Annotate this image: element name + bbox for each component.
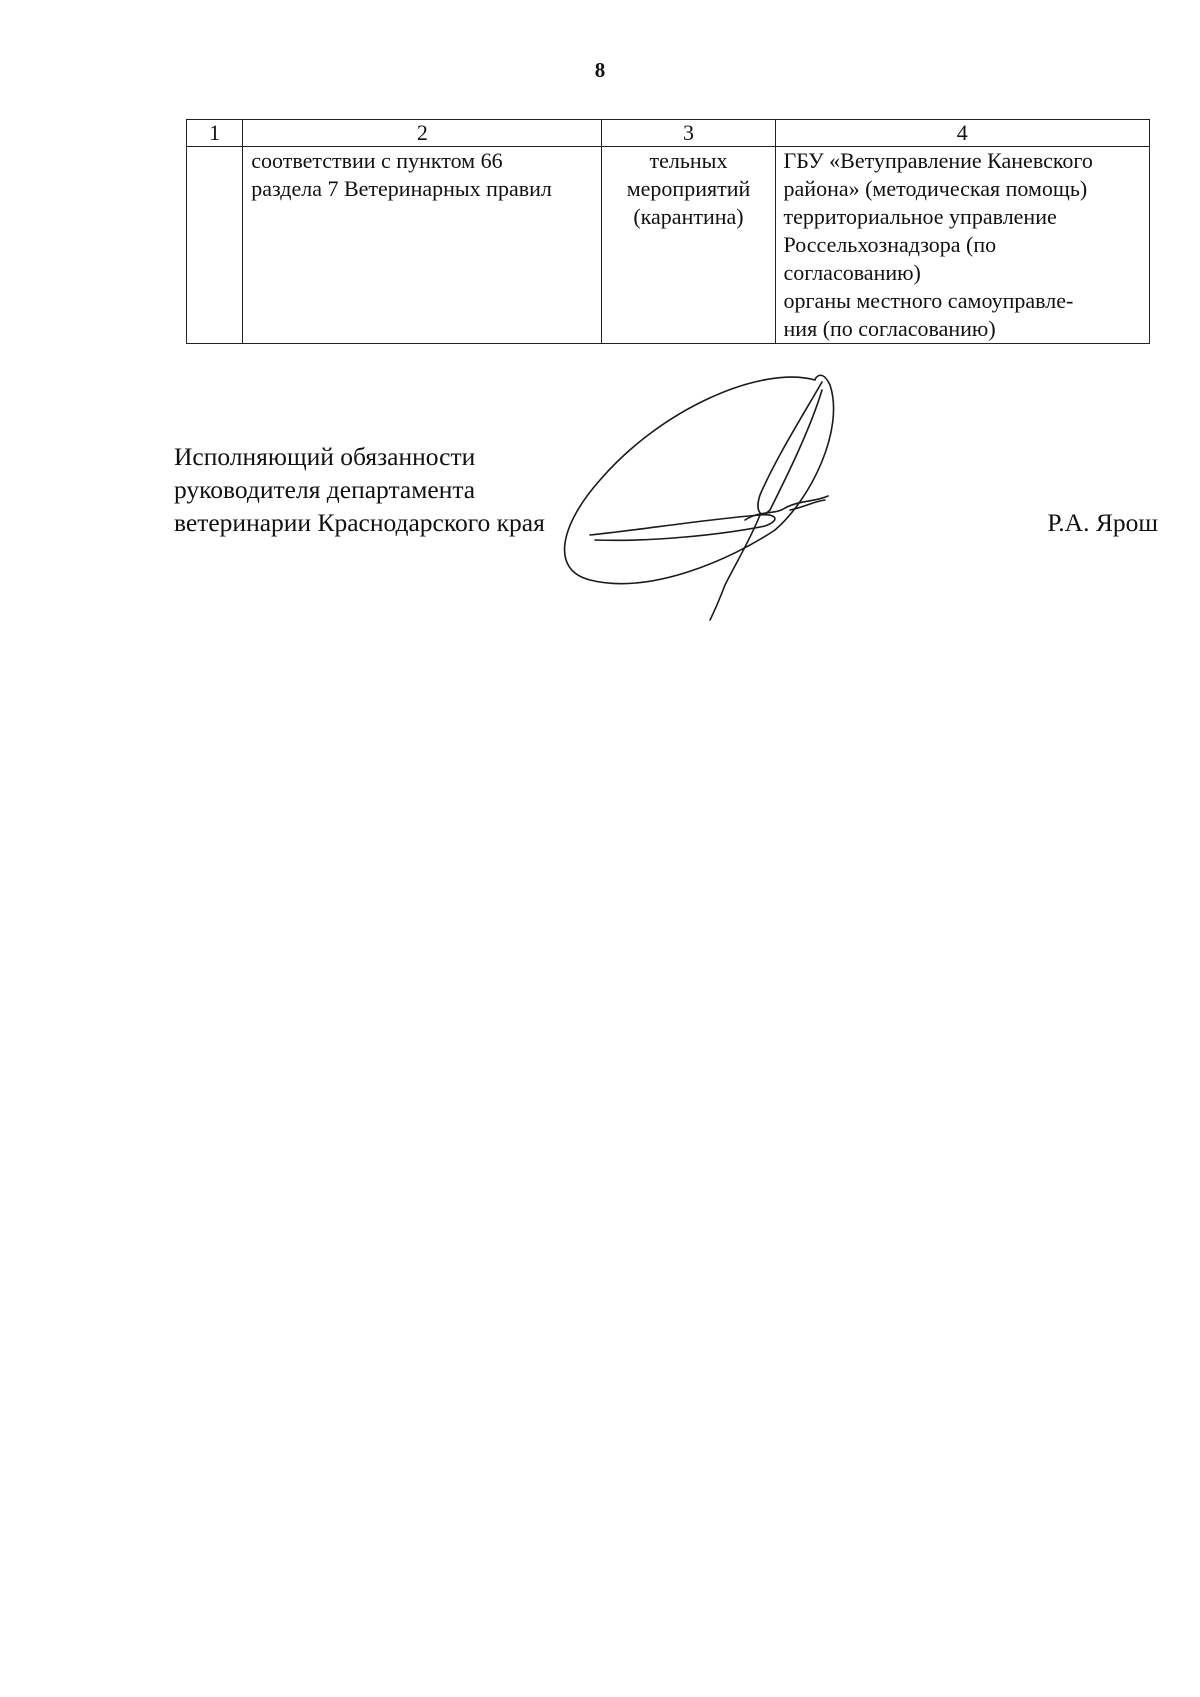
- cell-text-line: органы местного самоуправле-: [783, 288, 1074, 313]
- cell-text-line: Россельхознадзора (по: [783, 232, 997, 257]
- cell-text-line: ния (по согласованию): [783, 316, 996, 341]
- cell-text-line: района» (методическая помощь): [783, 176, 1088, 201]
- cell-text-line: соответствии с пунктом 66: [251, 148, 503, 173]
- table-header-cell: 2: [243, 120, 602, 147]
- table-header-cell: 1: [187, 120, 243, 147]
- cell-text-line: раздела 7 Ветеринарных правил: [251, 176, 552, 201]
- table-header-cell: 3: [602, 120, 775, 147]
- table-cell-number: [187, 147, 243, 344]
- table-cell-responsible: [775, 147, 1149, 344]
- table-cell-deadline: [602, 147, 775, 344]
- page-number: 8: [594, 58, 606, 82]
- table-header-row: [187, 120, 1150, 147]
- cell-text-line: ГБУ «Ветуправление Каневского: [783, 148, 1093, 173]
- cell-text-line: тельных: [649, 148, 728, 173]
- cell-text-line: (карантина): [633, 204, 744, 229]
- table-cell-description: [243, 147, 602, 344]
- signature-loop: [565, 375, 834, 583]
- signature-stroke: [758, 382, 822, 514]
- table-header-cell: 4: [775, 120, 1149, 147]
- measures-table: [186, 119, 1150, 344]
- signatory-title-line: Исполняющий обязанности: [174, 442, 476, 471]
- handwritten-signature: [560, 370, 890, 640]
- cell-text-line: мероприятий: [626, 176, 751, 201]
- signatory-title-line: ветеринарии Краснодарского края: [174, 508, 545, 537]
- table-row: [187, 147, 1150, 344]
- signer-name: Р.А. Ярош: [1047, 508, 1158, 537]
- cell-text-line: согласованию): [783, 260, 921, 285]
- signatory-title-line: руководителя департамента: [174, 475, 476, 504]
- signatory-title: [174, 440, 545, 539]
- cell-text-line: территориальное управление: [783, 204, 1057, 229]
